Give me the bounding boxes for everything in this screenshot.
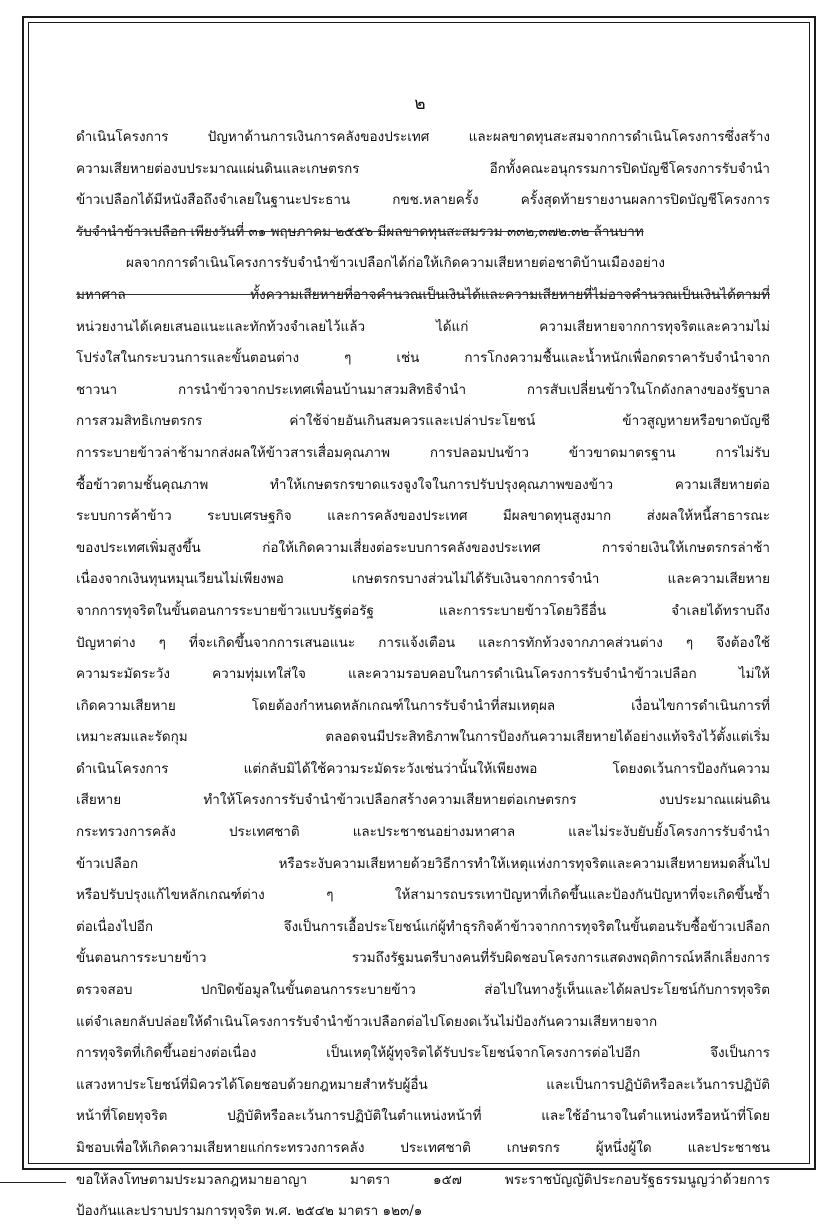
text-line: ชาวนา การนำข้าวจากประเทศเพื่อนบ้านมาสวมสิทธิจำนำ การสับเปลี่ยนข้าวในโกดังกลางของรัฐบาล (76, 381, 770, 398)
text-line: เกิดความเสียหาย โดยต้องกำหนดหลักเกณฑ์ในการรับจำนำที่สมเหตุผล เงื่อนไขการดำเนินการที่ (76, 697, 770, 714)
text-line: การระบายข้าวล่าช้ามากส่งผลให้ข้าวสารเสื่อมคุณภาพ การปลอมปนข้าว ข้าวขาดมาตรฐาน การไม่รับ (76, 444, 770, 461)
text-line: หน้าที่โดยทุจริต ปฏิบัติหรือละเว้นการปฏิบัติในตำแหน่งหน้าที่ และใช้อำนาจในตำแหน่งหรือหน้าที่โดย (76, 1108, 770, 1125)
text-line: เสียหาย ทำให้โครงการรับจำนำข้าวเปลือกสร้างความเสียหายต่อเกษตรกร งบประมาณแผ่นดิน (76, 792, 770, 809)
footer-rule (0, 1182, 66, 1183)
text-line: ดำเนินโครงการ แต่กลับมิได้ใช้ความระมัดระวังเช่นว่านั้นให้เพียงพอ โดยงดเว้นการป้องกันความ (76, 760, 770, 777)
text-line: ข้าวเปลือกได้มีหนังสือถึงจำเลยในฐานะประธาน กขช.หลายครั้ง ครั้งสุดท้ายรายงานผลการปิดบัญชีโครงการ (76, 192, 770, 209)
text-line: ดำเนินโครงการ ปัญหาด้านการเงินการคลังของประเทศ และผลขาดทุนสะสมจากการดำเนินโครงการซึ่งสร้าง (76, 129, 770, 145)
text-line: แต่จำเลยกลับปล่อยให้ดำเนินโครงการรับจำนำข้าวเปลือกต่อไปโดยงดเว้นไม่ป้องกันความเสียหายจาก (76, 1013, 658, 1030)
paragraph-start-line: ผลจากการดำเนินโครงการรับจำนำข้าวเปลือกได้ก่อให้เกิดความเสียหายต่อชาติบ้านเมืองอย่าง (126, 255, 665, 272)
text-line: มิชอบเพื่อให้เกิดความเสียหายแก่กระทรวงการคลัง ประเทศชาติ เกษตรกร ผู้หนึ่งผู้ใด และประชาชน (76, 1140, 770, 1156)
text-line: ต่อเนื่องไปอีก จึงเป็นการเอื้อประโยชน์แก่ผู้ทำธุรกิจค้าข้าวจากการทุจริตในขั้นตอนรับซื้อข้าวเปลือก (76, 918, 770, 935)
text-line: ตรวจสอบ ปกปิดข้อมูลในขั้นตอนการระบายข้าว ส่อไปในทางรู้เห็นและได้ผลประโยชน์กับการทุจริต (76, 982, 770, 999)
text-line: รับจำนำข้าวเปลือก เพียงวันที่ ๓๑ พฤษภาคม ๒๕๕๖ มีผลขาดทุนสะสมรวม ๓๓๒,๓๗๒.๓๒ ล้านบาท (76, 223, 644, 240)
text-line: หน่วยงานได้เคยเสนอแนะและทักท้วงจำเลยไว้แล้ว ได้แก่ ความเสียหายจากการทุจริตและความไม่ (76, 318, 770, 335)
text-line: ซื้อข้าวตามชั้นคุณภาพ ทำให้เกษตรกรขาดแรงจูงใจในการปรับปรุงคุณภาพของข้าว ความเสียหายต่อ (76, 476, 770, 493)
text-line: กระทรวงการคลัง ประเทศชาติ และประชาชนอย่างมหาศาล และไม่ระงับยับยั้งโครงการรับจำนำ (76, 824, 770, 841)
body-text (76, 122, 770, 1228)
text-line: จากการทุจริตในขั้นตอนการระบายข้าวแบบรัฐต่อรัฐ และการระบายข้าวโดยวิธีอื่น จำเลยได้ทราบถึง (76, 602, 770, 619)
text-line: ขอให้ลงโทษตามประมวลกฎหมายอาญา มาตรา ๑๕๗ พระราชบัญญัติประกอบรัฐธรรมนูญว่าด้วยการ (76, 1171, 770, 1188)
text-line: แสวงหาประโยชน์ที่มิควรได้โดยชอบด้วยกฎหมายสำหรับผู้อื่น และเป็นการปฏิบัติหรือละเว้นการปฏิบัติ (76, 1076, 770, 1093)
text-line: ขั้นตอนการระบายข้าว รวมถึงรัฐมนตรีบางคนที่รับผิดชอบโครงการแสดงพฤติการณ์หลีกเลี่ยงการ (76, 950, 770, 967)
text-line: ปัญหาต่าง ๆ ที่จะเกิดขึ้นจากการเสนอแนะ การแจ้งเตือน และการทักท้วงจากภาคส่วนต่าง ๆ จึงต้องใช้ (76, 634, 770, 651)
text-line: ของประเทศเพิ่มสูงขึ้น ก่อให้เกิดความเสี่ยงต่อระบบการคลังของประเทศ การจ่ายเงินให้เกษตรกรล่าช้า (76, 539, 770, 556)
text-line: ป้องกันและปราบปรามการทุจริต พ.ศ. ๒๕๔๒ มาตรา ๑๒๓/๑ (76, 1203, 423, 1220)
text-line: มหาศาล ทั้งความเสียหายที่อาจคำนวณเป็นเงินได้และความเสียหายที่ไม่อาจคำนวณเป็นเงินได้ตามที่ (76, 286, 770, 303)
text-line: โปร่งใสในกระบวนการและขั้นตอนต่าง ๆ เช่น การโกงความชื้นและน้ำหนักเพื่อกดราคารับจำนำจาก (76, 350, 770, 367)
text-line: หรือปรับปรุงแก้ไขหลักเกณฑ์ต่าง ๆ ให้สามารถบรรเทาปัญหาที่เกิดขึ้นและป้องกันปัญหาที่จะเกิดขึ้นซ้ำ (76, 887, 770, 904)
text-line: ระบบการค้าข้าว ระบบเศรษฐกิจ และการคลังของประเทศ มีผลขาดทุนสูงมาก ส่งผลให้หนี้สาธารณะ (76, 508, 770, 525)
page-number: ๒ (414, 94, 426, 114)
text-line: การทุจริตที่เกิดขึ้นอย่างต่อเนื่อง เป็นเหตุให้ผู้ทุจริตได้รับประโยชน์จากโครงการต่อไปอีก จึงเป็นการ (76, 1045, 770, 1062)
text-line: การสวมสิทธิเกษตรกร ค่าใช้จ่ายอันเกินสมควรและเปล่าประโยชน์ ข้าวสูญหายหรือขาดบัญชี (76, 413, 770, 430)
text-line: เหมาะสมและรัดกุม ตลอดจนมีประสิทธิภาพในการป้องกันความเสียหายได้อย่างแท้จริงไว้ตั้งแต่เริ่ม (76, 729, 770, 746)
text-line: ความเสียหายต่องบประมาณแผ่นดินและเกษตรกร อีกทั้งคณะอนุกรรมการปิดบัญชีโครงการรับจำนำ (76, 160, 770, 177)
text-line: เนื่องจากเงินทุนหมุนเวียนไม่เพียงพอ เกษตรกรบางส่วนไม่ได้รับเงินจากการจำนำ และความเสียหาย (76, 571, 770, 588)
text-line: ข้าวเปลือก หรือระงับความเสียหายด้วยวิธีการทำให้เหตุแห่งการทุจริตและความเสียหายหมดสิ้นไป (76, 855, 770, 872)
text-line: ความระมัดระวัง ความทุ่มเทใส่ใจ และความรอบคอบในการดำเนินโครงการรับจำนำข้าวเปลือก ไม่ให้ (76, 666, 770, 683)
